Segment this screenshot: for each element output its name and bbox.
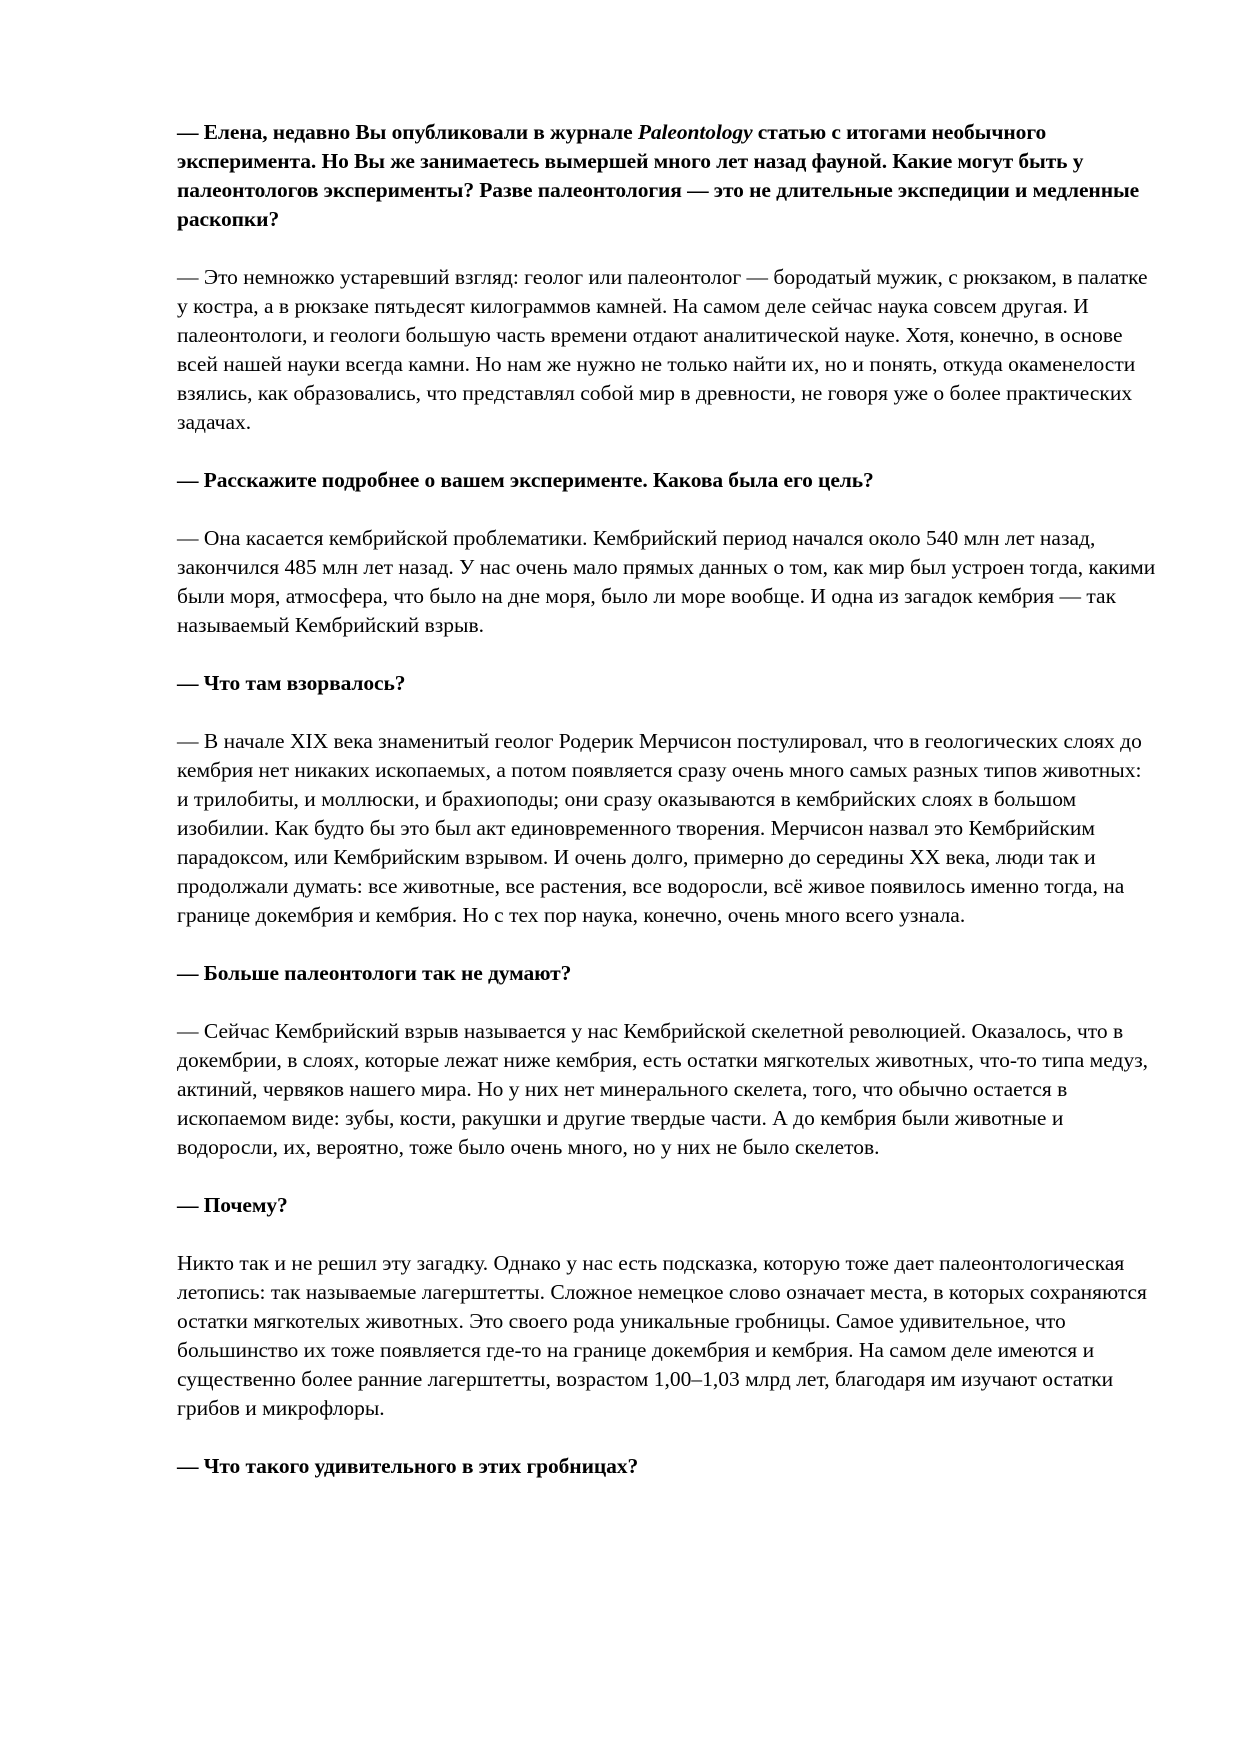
answer-paragraph-4: — Сейчас Кембрийский взрыв называется у нас Кембрийской скелетной революцией. Оказалось, что в докембрии, в слоях, которые лежат ниже кембрия, есть остатки мягкотелых животных, что-то типа медуз, актиний, червяков нашего мира. Но у них нет минерального скелета, того, что обычно остается в ископаемом виде: зубы, кости, ракушки и другие твердые части. А до кембрия были животные и водоросли, их, вероятно, тоже было очень много, но у них не было скелетов. [177, 1019, 1149, 1159]
question-paragraph-3: — Что там взорвалось? [177, 671, 406, 695]
answer-paragraph-3: — В начале XIX века знаменитый геолог Родерик Мерчисон постулировал, что в геологических слоях до кембрия нет никаких ископаемых, а потом появляется сразу очень много самых разных типов животных: и трилобиты, и моллюски, и брахиоподы; они сразу оказываются в кембрийских слоях в большом изобилии. Как будто бы это был акт единовременного творения. Мерчисон назвал это Кембрийским парадоксом, или Кембрийским взрывом. И очень долго, примерно до середины XX века, люди так и продолжали думать: все животные, все растения, все водоросли, всё живое появилось именно тогда, на границе докембрия и кембрия. Но с тех пор наука, конечно, очень много всего узнала. [177, 729, 1142, 927]
answer-paragraph-1: — Это немножко устаревший взгляд: геолог или палеонтолог — бородатый мужик, с рюкзаком, в палатке у костра, а в рюкзаке пятьдесят килограммов камней. На самом деле сейчас наука совсем другая. И палеонтологи, и геологи большую часть времени отдают аналитической науке. Хотя, конечно, в основе всей нашей науки всегда камни. Но нам же нужно не только найти их, но и понять, откуда окаменелости взялись, как образовались, что представлял собой мир в древности, не говоря уже о более практических задачах. [177, 265, 1148, 434]
question-paragraph-5: — Почему? [177, 1193, 288, 1217]
question-paragraph-6: — Что такого удивительного в этих гробницах? [177, 1454, 639, 1478]
journal-name: Paleontology [637, 120, 753, 144]
question-paragraph-1 [177, 118, 1157, 234]
document-page [177, 118, 1157, 1510]
question-text-part: статью с итогами необычного эксперимента. Но Вы же занимаетесь вымершей много лет назад фауной. Какие могут быть у палеонтологов эксперименты? Разве палеонтология — это не длительные экспедиции и медленные раскопки? [177, 120, 1140, 231]
answer-paragraph-5: Никто так и не решил эту загадку. Однако у нас есть подсказка, которую тоже дает палеонтологическая летопись: так называемые лагерштетты. Сложное немецкое слово означает места, в которых сохраняются остатки мягкотелых животных. Это своего рода уникальные гробницы. Самое удивительное, что большинство их тоже появляется где-то на границе докембрия и кембрия. На самом деле имеются и существенно более ранние лагерштетты, возрастом 1,00–1,03 млрд лет, благодаря им изучают остатки грибов и микрофлоры. [177, 1251, 1147, 1420]
question-text-part: — Елена, недавно Вы опубликовали в журнале [177, 120, 638, 144]
question-paragraph-2: — Расскажите подробнее о вашем эксперименте. Какова была его цель? [177, 468, 874, 492]
question-paragraph-4: — Больше палеонтологи так не думают? [177, 961, 572, 985]
answer-paragraph-2: — Она касается кембрийской проблематики. Кембрийский период начался около 540 млн лет назад, закончился 485 млн лет назад. У нас очень мало прямых данных о том, как мир был устроен тогда, какими были моря, атмосфера, что было на дне моря, было ли море вообще. И одна из загадок кембрия — так называемый Кембрийский взрыв. [177, 526, 1156, 637]
